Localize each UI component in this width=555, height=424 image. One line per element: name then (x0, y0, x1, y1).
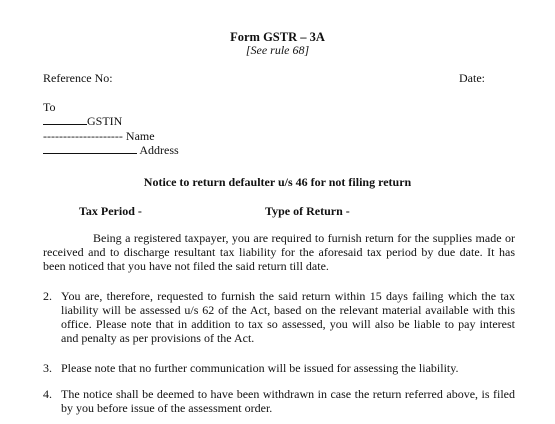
paragraph-1: Being a registered taxpayer, you are required to furnish return for the supplies made or received and to discharge resultant tax liability for the aforesaid tax period by due date. It has been noticed that you have not filed the said return till date. (43, 231, 515, 273)
list-item-number: 4. (43, 387, 52, 401)
address-label: Address (139, 143, 179, 157)
list-item-number: 2. (43, 289, 52, 303)
name-row (43, 129, 155, 143)
list-item (43, 361, 515, 375)
list-item-text: Please note that no further communication will be issued for assessing the liability. (61, 361, 459, 375)
rule-reference: [See rule 68] (245, 43, 310, 57)
notice-title: Notice to return defaulter u/s 46 for not filing return (143, 175, 412, 189)
gstin-label: GSTIN (87, 114, 123, 128)
list-item (43, 289, 515, 345)
list-item-number: 3. (43, 361, 52, 375)
type-of-return-row (265, 204, 350, 218)
reference-number-label: Reference No: (43, 71, 113, 85)
tax-period-label: Tax Period - (79, 204, 142, 218)
gstin-row (43, 114, 122, 128)
to-label: To (43, 100, 56, 114)
list-item-text: You are, therefore, requested to furnish the said return within 15 days failing which the tax liability will be assessed u/s 62 of the Act, based on the relevant material available with this office. Please note that in addition to tax so assessed, you will also be liable to pay interest and penalty as per provisions of the Act. (61, 289, 515, 345)
type-of-return-label: Type of Return - (265, 204, 350, 218)
name-dashes: -------------------- (43, 129, 123, 143)
form-title: Form GSTR – 3A (230, 30, 325, 44)
gstin-blank (43, 114, 87, 125)
tax-period-row (79, 204, 142, 218)
address-row (43, 143, 179, 157)
name-label: Name (125, 129, 155, 143)
date-label: Date: (459, 71, 485, 85)
address-blank (43, 143, 137, 154)
list-item (43, 387, 515, 415)
list-item-text: The notice shall be deemed to have been withdrawn in case the return referred above, is filed by you before issue of the assessment order. (61, 387, 515, 415)
